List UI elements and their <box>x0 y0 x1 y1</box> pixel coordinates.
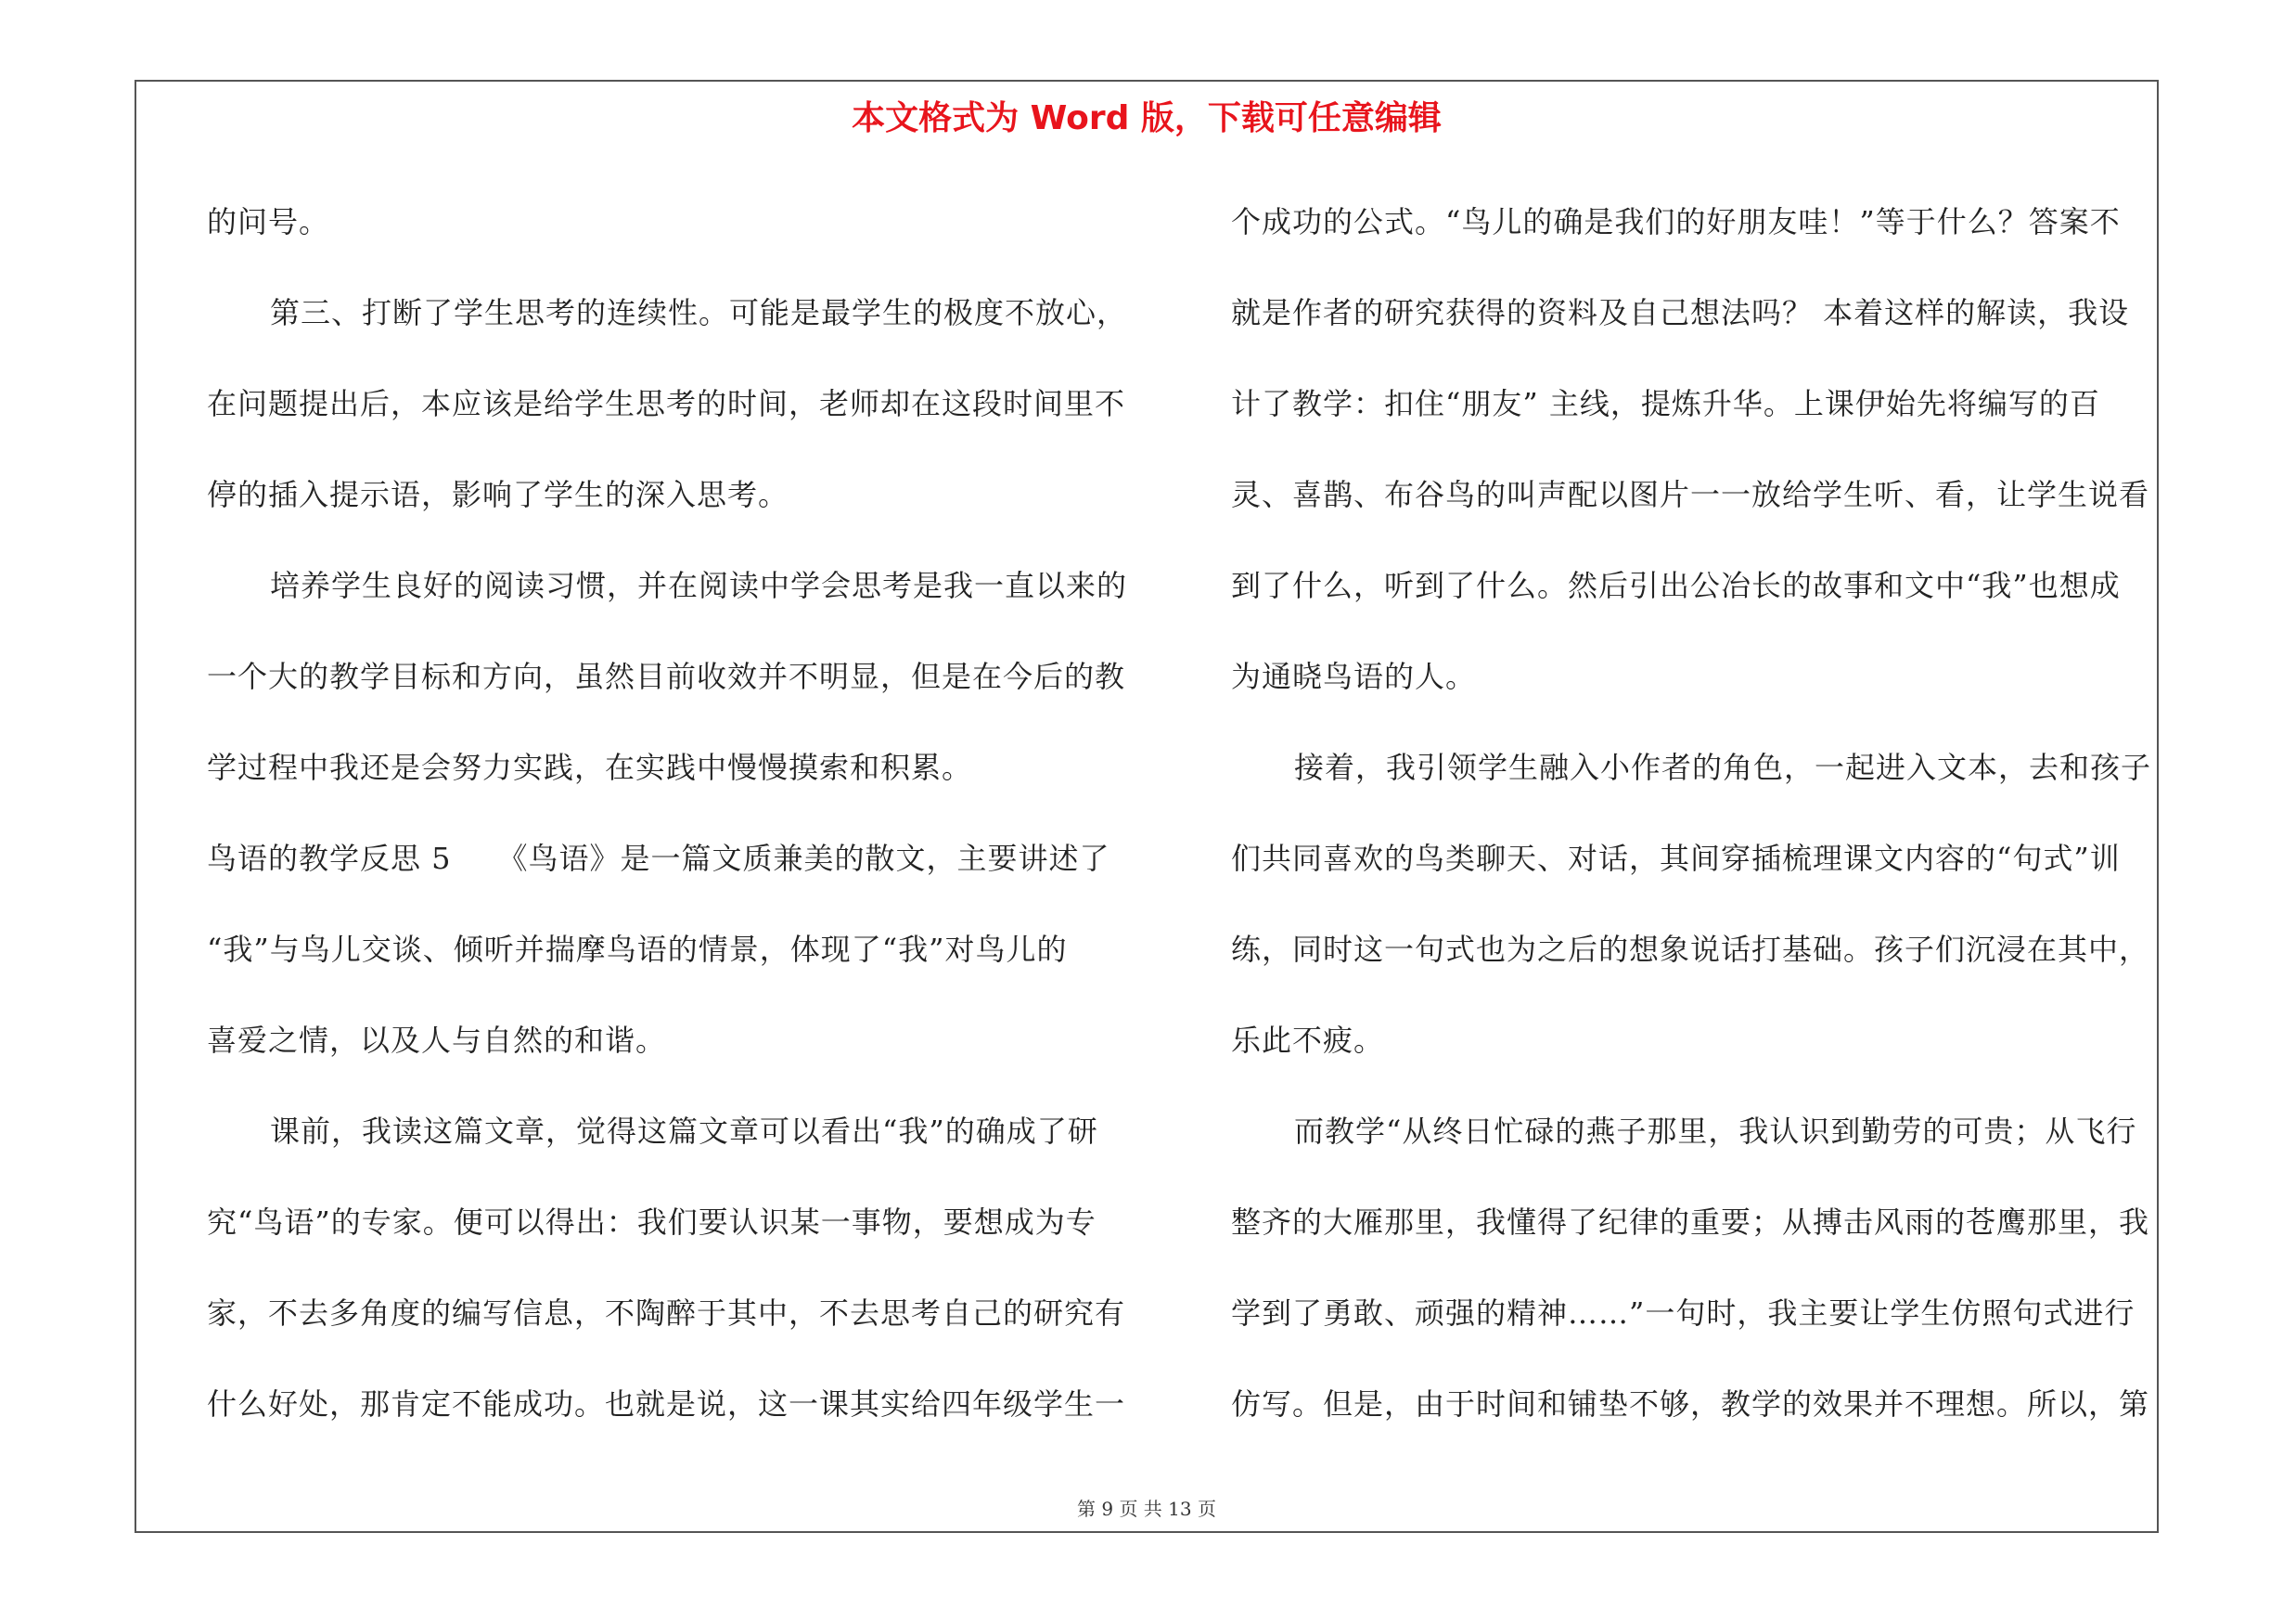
text-line: 家，不去多角度的编写信息，不陶醉于其中，不去思考自己的研究有 <box>207 1295 1126 1331</box>
text-line: 在问题提出后，本应该是给学生思考的时间，老师却在这段时间里不 <box>207 386 1126 421</box>
text-line: 第三、打断了学生思考的连续性。可能是最学生的极度不放心， <box>270 295 1128 330</box>
text-line: 就是作者的研究获得的资料及自己想法吗？ 本着这样的解读，我设 <box>1231 295 2130 330</box>
text-line: 一个大的教学目标和方向，虽然目前收效并不明显，但是在今后的教 <box>207 659 1126 694</box>
text-line: 而教学“从终日忙碌的燕子那里，我认识到勤劳的可贵；从飞行 <box>1294 1114 2137 1149</box>
page-frame <box>135 80 2159 1533</box>
text-line: 的问号。 <box>207 204 330 239</box>
text-line: 为通晓鸟语的人。 <box>1231 659 1477 694</box>
text-line: 学过程中我还是会努力实践，在实践中慢慢摸索和积累。 <box>207 750 973 785</box>
text-line: 乐此不疲。 <box>1231 1023 1385 1058</box>
text-line: 整齐的大雁那里，我懂得了纪律的重要；从搏击风雨的苍鹰那里，我 <box>1231 1204 2150 1240</box>
text-line: 究“鸟语”的专家。便可以得出：我们要认识某一事物，要想成为专 <box>207 1204 1097 1240</box>
text-line: 培养学生良好的阅读习惯，并在阅读中学会思考是我一直以来的 <box>270 568 1128 603</box>
text-line: 练，同时这一句式也为之后的想象说话打基础。孩子们沉浸在其中， <box>1231 932 2150 967</box>
left-column <box>207 176 1138 1449</box>
text-line: 停的插入提示语，影响了学生的深入思考。 <box>207 477 789 512</box>
text-line: 课前，我读这篇文章，觉得这篇文章可以看出“我”的确成了研 <box>270 1114 1098 1149</box>
header-banner: 本文格式为 Word 版，下载可任意编辑 <box>852 99 1442 137</box>
right-column <box>1231 176 2162 1449</box>
text-line: “我”与鸟儿交谈、倾听并揣摩鸟语的情景，体现了“我”对鸟儿的 <box>207 932 1068 967</box>
text-line: 计了教学：扣住“朋友” 主线，提炼升华。上课伊始先将编写的百 <box>1231 386 2100 421</box>
text-line: 到了什么，听到了什么。然后引出公冶长的故事和文中“我”也想成 <box>1231 568 2121 603</box>
text-line: 灵、喜鹊、布谷鸟的叫声配以图片一一放给学生听、看，让学生说看 <box>1231 477 2150 512</box>
text-line: 鸟语的教学反思 5 《鸟语》是一篇文质兼美的散文，主要讲述了 <box>207 841 1110 876</box>
text-line: 什么好处，那肯定不能成功。也就是说，这一课其实给四年级学生一 <box>207 1386 1126 1422</box>
text-line: 个成功的公式。“鸟儿的确是我们的好朋友哇！”等于什么？答案不 <box>1231 204 2121 239</box>
text-line: 接着，我引领学生融入小作者的角色，一起进入文本，去和孩子 <box>1294 750 2152 785</box>
text-line: 学到了勇敢、顽强的精神……”一句时，我主要让学生仿照句式进行 <box>1231 1295 2136 1331</box>
text-line: 们共同喜欢的鸟类聊天、对话，其间穿插梳理课文内容的“句式”训 <box>1231 841 2121 876</box>
text-line: 仿写。但是，由于时间和铺垫不够，教学的效果并不理想。所以，第 <box>1231 1386 2150 1422</box>
page-number: 第 9 页 共 13 页 <box>1077 1498 1216 1520</box>
text-line: 喜爱之情，以及人与自然的和谐。 <box>207 1023 667 1058</box>
